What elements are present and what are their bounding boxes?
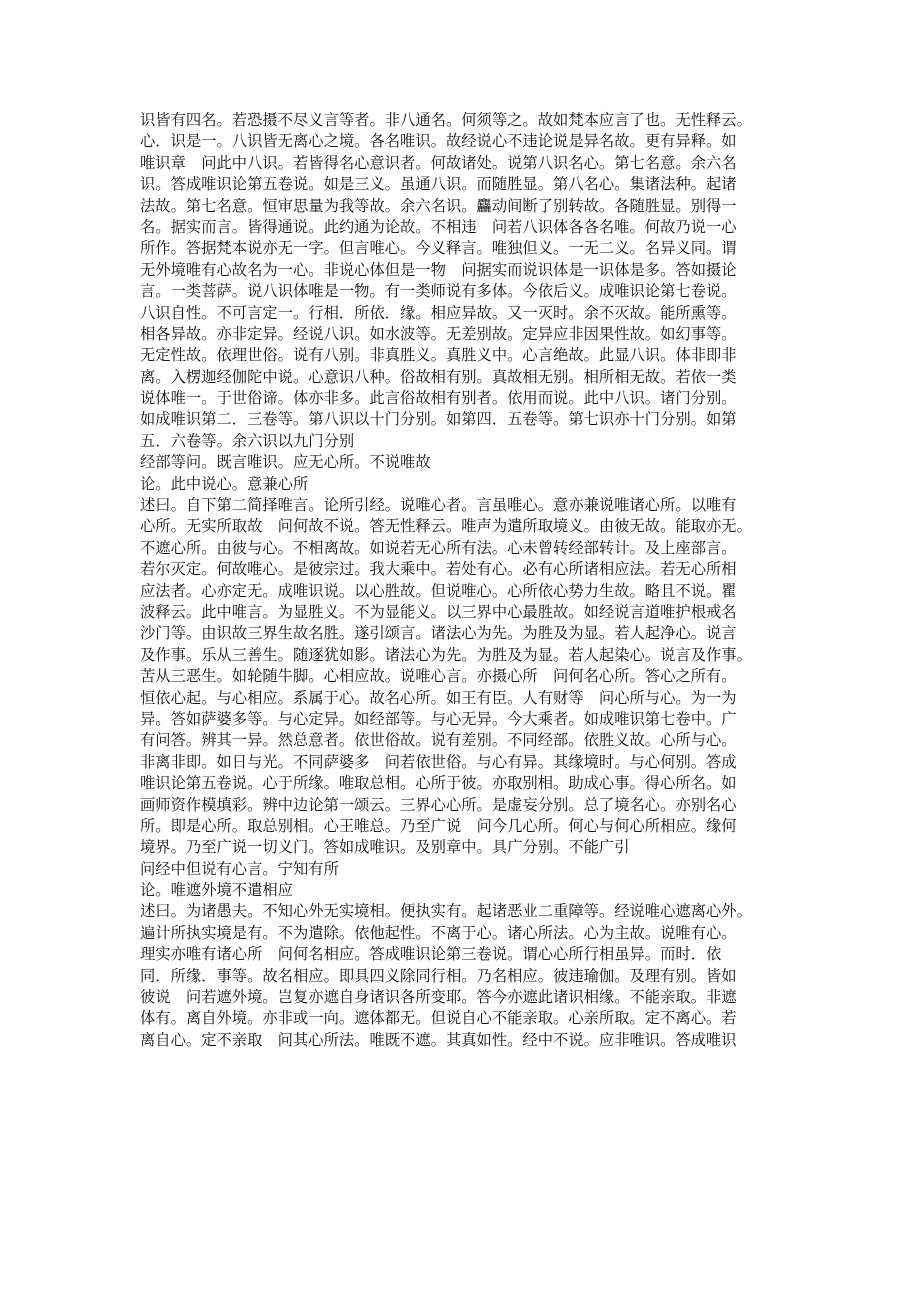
text-line: 理实亦唯有诸心所 问何名相应。答成唯识论第三卷说。谓心心所行相虽异。而时．依 [140,945,722,964]
text-line: 苦从三恶生。如轮随牛脚。心相应故。说唯心言。亦摄心所 问何名心所。答心之所有。 [140,667,737,686]
text-line: 所作。答据梵本说亦无一字。但言唯心。今义释言。唯独但义。一无二义。名异义同。谓 [140,239,737,258]
text-line: 相各异故。亦非定异。经说八识。如水波等。无差别故。定异应非因果性故。如幻事等。 [140,324,737,343]
text-line: 不遮心所。由彼与心。不相离故。如说若无心所有法。心未曾转经部转计。及上座部言。 [140,538,737,557]
text-line: 述曰。自下第二简择唯言。论所引经。说唯心者。言虽唯心。意亦兼说唯诸心所。以唯有 [140,496,737,515]
text-line: 离自心。定不亲取 问其心所法。唯既不遮。其真如性。经中不说。应非唯识。答成唯识 [140,1030,737,1049]
text-line: 画师资作模填彩。辨中边论第一颂云。三界心心所。是虚妄分别。总了境名心。亦别名心 [140,795,737,814]
text-line: 无外境唯有心故名为一心。非说心体但是一物 问据实而说识体是一识体是多。答如摄论 [140,260,737,279]
text-line: 名。据实而言。皆得通说。此约通为论故。不相违 问若八识体各各名唯。何故乃说一心 [140,217,737,236]
text-line: 同．所缘．事等。故名相应。即具四义除同行相。乃名相应。彼违瑜伽。及理有别。皆如 [140,966,737,985]
text-line: 言。一类菩萨。说八识体唯是一物。有一类师说有多体。今依后义。成唯识论第七卷说。 [140,282,737,301]
text-line: 境界。乃至广说一切义门。答如成唯识。及别章中。具广分别。不能广引 [140,838,630,857]
text-line: 沙门等。由识故三界生故名胜。遂引颂言。诸法心为先。为胜及为显。若人起净心。说言 [140,624,737,643]
text-line: 唯识章 问此中八识。若皆得名心意识者。何故诸处。说第八识名心。第七名意。余六名 [140,153,737,172]
text-line: 经部等问。既言唯识。应无心所。不说唯故 [140,453,431,472]
text-line: 心．识是一。八识皆无离心之境。各名唯识。故经说心不违论说是异名故。更有异释。如 [140,132,737,151]
text-line: 有问答。辨其一异。然总意者。依世俗故。说有差别。不同经部。依胜义故。心所与心。 [140,731,737,750]
text-line: 心所。无实所取故 问何故不说。答无性释云。唯声为遣所取境义。由彼无故。能取亦无。 [140,517,752,536]
text-line: 论。此中说心。意兼心所 [140,474,309,493]
text-line: 彼说 问若遮外境。岂复亦遮自身诸识各所变耶。答今亦遮此诸识相缘。不能亲取。非遮 [140,988,737,1007]
text-line: 如成唯识第二．三卷等。第八识以十门分别。如第四．五卷等。第七识亦十门分别。如第 [140,410,737,429]
text-line: 论。唯遮外境不遣相应 [140,881,293,900]
text-line: 八识自性。不可言定一。行相．所依．缘。相应异故。又一灭时。余不灭故。能所熏等。 [140,303,737,322]
text-line: 恒依心起。与心相应。系属于心。故名心所。如王有臣。人有财等 问心所与心。为一为 [140,688,737,707]
text-line: 若尔灭定。何故唯心。是彼宗过。我大乘中。若处有心。必有心所诸相应法。若无心所相 [140,560,737,579]
text-line: 识皆有四名。若恐摄不尽义言等者。非八通名。何须等之。故如梵本应言了也。无性释云。 [140,111,752,129]
text-line: 异。答如萨婆多等。与心定异。如经部等。与心无异。今大乘者。如成唯识第七卷中。广 [140,709,737,728]
text-line: 遍计所执实境是有。不为遣除。依他起性。不离于心。诸心所法。心为主故。说唯有心。 [140,923,737,942]
text-line: 波释云。此中唯言。为显胜义。不为显能义。以三界中心最胜故。如经说言道唯护根戒名 [140,602,737,621]
text-line: 无定性故。依理世俗。说有八别。非真胜义。真胜义中。心言绝故。此显八识。体非即非 [140,346,737,365]
text-line: 识。答成唯识论第五卷说。如是三义。虽通八识。而随胜显。第八名心。集诸法种。起诸 [140,175,737,194]
text-line: 说体唯一。于世俗谛。体亦非多。此言俗故相有别者。依用而说。此中八识。诸门分别。 [140,389,737,408]
text-line: 所。即是心所。取总别相。心王唯总。乃至广说 问今几心所。何心与何心所相应。缘何 [140,816,737,835]
text-line: 应法者。心亦定无。成唯识说。以心胜故。但说唯心。心所依心势力生故。略且不说。瞿 [140,581,737,600]
text-line: 述曰。为诸愚夫。不知心外无实境相。便执实有。起诸恶业二重障等。经说唯心遮离心外。 [140,902,752,921]
text-line: 非离非即。如日与光。不同萨婆多 问若依世俗。与心有异。其缘境时。与心何别。答成 [140,752,737,771]
text-line: 及作事。乐从三善生。随逐犹如影。诸法心为先。为胜及为显。若人起染心。说言及作事。 [140,645,752,664]
text-line: 离。入楞迦经伽陀中说。心意识八种。俗故相有别。真故相无别。相所相无故。若依一类 [140,367,737,386]
text-line: 五．六卷等。余六识以九门分别 [140,431,355,450]
text-line: 唯识论第五卷说。心于所缘。唯取总相。心所于彼。亦取别相。助成心事。得心所名。如 [140,774,737,793]
document-page [140,110,790,1051]
text-line: 法故。第七名意。恒审思量为我等故。余六名识。麤动间断了别转故。各随胜显。别得一 [140,196,737,215]
text-line: 体有。离自外境。亦非或一向。遮体都无。但说自心不能亲取。心亲所取。定不离心。若 [140,1009,737,1028]
text-line: 问经中但说有心言。宁知有所 [140,859,339,878]
